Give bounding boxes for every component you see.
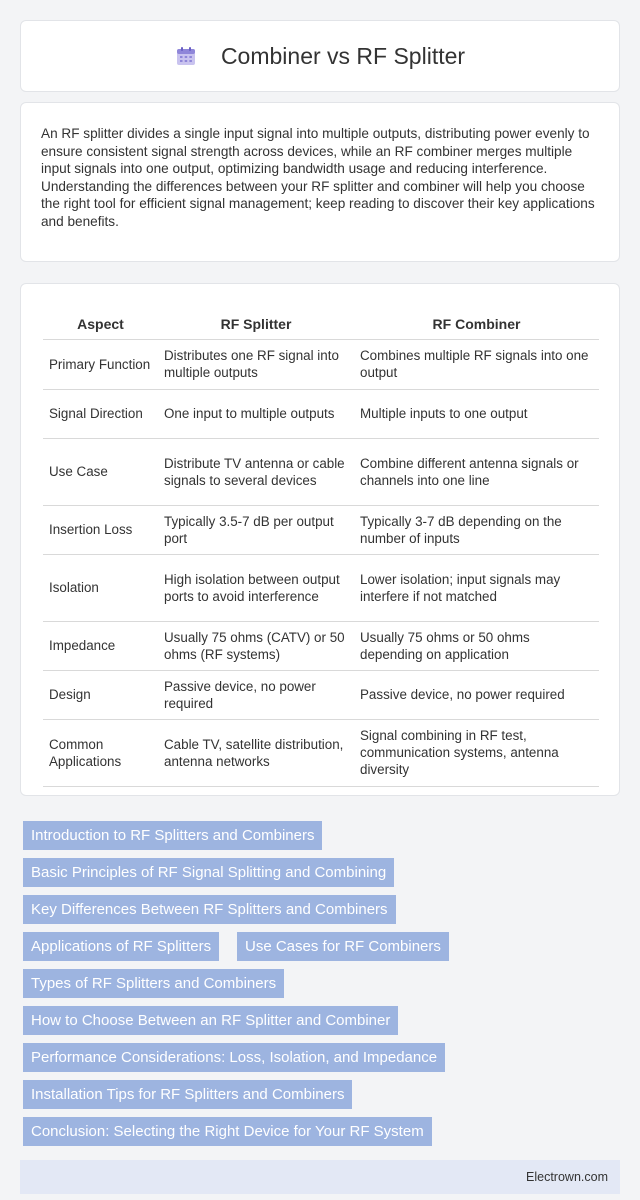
topic-link-how-to-choose[interactable]: How to Choose Between an RF Splitter and Combiner	[23, 1006, 398, 1035]
table-cell: Common Applications	[43, 719, 158, 786]
footer	[20, 1160, 620, 1194]
table-cell: Typically 3.5-7 dB per output port	[158, 505, 354, 554]
table-cell: Use Case	[43, 438, 158, 505]
table-header-row	[43, 304, 599, 339]
table-cell: Primary Function	[43, 339, 158, 389]
table-cell: Passive device, no power required	[354, 670, 599, 719]
table-cell: Impedance	[43, 621, 158, 670]
topic-link-basic-principles[interactable]: Basic Principles of RF Signal Splitting and Combining	[23, 858, 394, 887]
table-cell: Usually 75 ohms (CATV) or 50 ohms (RF systems)	[158, 621, 354, 670]
topic-link-performance[interactable]: Performance Considerations: Loss, Isolation, and Impedance	[23, 1043, 445, 1072]
header-aspect: Aspect	[43, 304, 158, 339]
title-card	[20, 20, 620, 92]
page-title: Combiner vs RF Splitter	[220, 42, 466, 69]
table-cell: Cable TV, satellite distribution, antenna networks	[158, 719, 354, 786]
table-row	[43, 389, 599, 438]
table-cell: Passive device, no power required	[158, 670, 354, 719]
table-row	[43, 554, 599, 621]
table-row	[43, 438, 599, 505]
table-cell: Multiple inputs to one output	[354, 389, 599, 438]
table-cell: Combines multiple RF signals into one output	[354, 339, 599, 389]
table-cell: Signal Direction	[43, 389, 158, 438]
table-row	[43, 621, 599, 670]
topic-link-splitter-applications[interactable]: Applications of RF Splitters	[23, 932, 219, 961]
table-cell: Distributes one RF signal into multiple outputs	[158, 339, 354, 389]
table-cell: High isolation between output ports to avoid interference	[158, 554, 354, 621]
table-cell: Insertion Loss	[43, 505, 158, 554]
comparison-table	[43, 304, 599, 787]
table-row	[43, 719, 599, 786]
table-row	[43, 505, 599, 554]
topic-link-introduction[interactable]: Introduction to RF Splitters and Combiners	[23, 821, 322, 850]
topic-link-key-differences[interactable]: Key Differences Between RF Splitters and Combiners	[23, 895, 396, 924]
table-row	[43, 670, 599, 719]
calendar-icon	[175, 45, 197, 67]
table-cell: Signal combining in RF test, communication systems, antenna diversity	[354, 719, 599, 786]
comparison-table-card	[20, 283, 620, 796]
table-cell: Typically 3-7 dB depending on the number of inputs	[354, 505, 599, 554]
table-cell: Design	[43, 670, 158, 719]
topic-link-types[interactable]: Types of RF Splitters and Combiners	[23, 969, 284, 998]
table-cell: One input to multiple outputs	[158, 389, 354, 438]
table-cell: Usually 75 ohms or 50 ohms depending on application	[354, 621, 599, 670]
intro-card	[20, 102, 620, 262]
topic-link-conclusion[interactable]: Conclusion: Selecting the Right Device for Your RF System	[23, 1117, 432, 1146]
table-row	[43, 339, 599, 389]
header-rf-combiner: RF Combiner	[354, 304, 599, 339]
table-cell: Isolation	[43, 554, 158, 621]
topic-link-installation-tips[interactable]: Installation Tips for RF Splitters and Combiners	[23, 1080, 352, 1109]
intro-text: An RF splitter divides a single input signal into multiple outputs, distributing power evenly to ensure consistent signal strength across devices, while an RF combiner merges multiple input signals into one output, optimizing bandwidth usage and reducing interference. Understanding the differences between your RF splitter and combiner will help you choose the right tool for efficient signal management; keep reading to discover their key applications and benefits.	[41, 126, 595, 229]
topic-link-combiner-use-cases[interactable]: Use Cases for RF Combiners	[237, 932, 449, 961]
table-cell: Lower isolation; input signals may interfere if not matched	[354, 554, 599, 621]
footer-site[interactable]: Electrown.com	[526, 1170, 608, 1184]
table-cell: Distribute TV antenna or cable signals to several devices	[158, 438, 354, 505]
header-rf-splitter: RF Splitter	[158, 304, 354, 339]
table-cell: Combine different antenna signals or channels into one line	[354, 438, 599, 505]
